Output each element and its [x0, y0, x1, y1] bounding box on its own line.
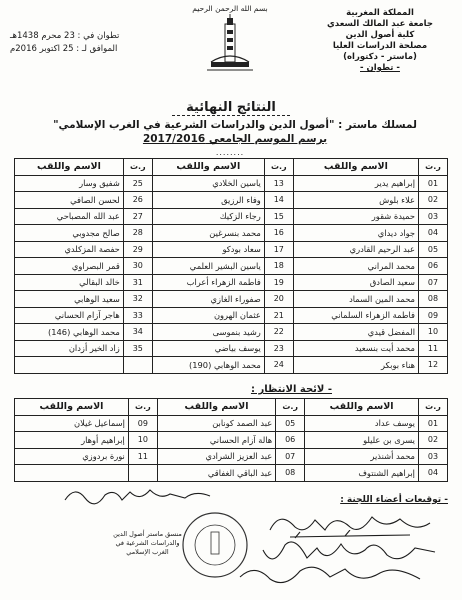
title-dots: ........ [215, 148, 245, 157]
table-row [15, 225, 448, 242]
header-line: المملكة المغربية [346, 8, 414, 18]
table-row [15, 307, 448, 324]
col-header-name: الاسم واللقب [152, 159, 264, 176]
row-number: 13 [264, 175, 293, 192]
student-name: عبد الباقي الغفاقي [157, 465, 275, 482]
row-number: 30 [123, 258, 152, 275]
row-number: 32 [123, 291, 152, 308]
student-name: خالد البقالي [15, 274, 124, 291]
row-number: 21 [264, 307, 293, 324]
student-name: محمد المين السماد [293, 291, 418, 308]
student-name: هاجر آزام الحساني [15, 307, 124, 324]
table-row [15, 241, 448, 258]
student-name [15, 357, 124, 374]
col-header-num: ر.ت [264, 159, 293, 176]
student-name: حميدة شقور [293, 208, 418, 225]
student-name: سعيد الوهابي [15, 291, 124, 308]
student-name: لحسن الصافي [15, 192, 124, 209]
row-number: 11 [128, 448, 157, 465]
header-line: مصلحة الدراسات العليا [332, 41, 428, 51]
date-line: الموافق لـ : 25 اكتوبر 2016م [10, 44, 118, 54]
table-row [15, 448, 448, 465]
header-line: (ماستر - دكتوراه) [343, 52, 417, 62]
student-name: رشيد بنموسى [152, 324, 264, 341]
table-row [15, 432, 448, 449]
stamp-line: الغرب الإسلامي [126, 548, 169, 556]
row-number: 20 [264, 291, 293, 308]
stamp-line: والدراسات الشرعية في [115, 539, 180, 547]
student-name: محمد أشنذير [305, 448, 419, 465]
row-number: 35 [123, 340, 152, 357]
season-title: برسم الموسم الجامعي 2017/2016 [142, 133, 328, 145]
student-name: محمد بنسرغين [152, 225, 264, 242]
table-row [15, 274, 448, 291]
page-title [0, 100, 462, 115]
student-name: عبد الصمد كونابن [157, 415, 275, 432]
student-name: جواد ديداي [293, 225, 418, 242]
row-number: 26 [123, 192, 152, 209]
row-number: 02 [419, 192, 448, 209]
student-name: نورة بردوزي [15, 448, 129, 465]
row-number: 23 [264, 340, 293, 357]
student-name: صالح مجدوبي [15, 225, 124, 242]
student-name: شفيق وسار [15, 175, 124, 192]
table-row [15, 415, 448, 432]
student-name: علاء بلوش [293, 192, 418, 209]
row-number: 02 [419, 432, 448, 449]
student-name: المفضل قيدي [293, 324, 418, 341]
row-number: 04 [419, 225, 448, 242]
student-name: عبد الله المصباحي [15, 208, 124, 225]
row-number: 08 [419, 291, 448, 308]
row-number: 03 [419, 448, 448, 465]
student-name: إبراهيم الشنتوف [305, 465, 419, 482]
row-number: 25 [123, 175, 152, 192]
col-header-name: الاسم واللقب [157, 399, 275, 416]
header-line: كلية أصول الدين [345, 30, 415, 40]
col-header-name: الاسم واللقب [305, 399, 419, 416]
row-number [123, 357, 152, 374]
student-name: وفاء الرزيق [152, 192, 264, 209]
program-title: لمسلك ماستر : "أصول الدين والدراسات الشرعية في الغرب الإسلامي" [53, 119, 417, 131]
student-name: فاطمة الزهراء السلماني [293, 307, 418, 324]
col-header-name: الاسم واللقب [15, 159, 124, 176]
table-row [15, 258, 448, 275]
row-number: 34 [123, 324, 152, 341]
student-name: سعيد الصادق [293, 274, 418, 291]
row-number: 01 [419, 175, 448, 192]
row-number: 08 [276, 465, 305, 482]
student-name: يوسف عداد [305, 415, 419, 432]
row-number: 07 [419, 274, 448, 291]
row-number: 09 [128, 415, 157, 432]
signature-scribble [60, 480, 220, 510]
student-name: إسماعيل غيلان [15, 415, 129, 432]
waiting-header-row [15, 399, 448, 416]
student-name: حفصة المزكلدي [15, 241, 124, 258]
student-name: ياسين الخلادي [152, 175, 264, 192]
row-number: 28 [123, 225, 152, 242]
signature-scribble [230, 555, 430, 595]
row-number: 29 [123, 241, 152, 258]
col-header-num: ر.ت [123, 159, 152, 176]
date-line: تطوان في : 23 محرم 1438هـ [10, 31, 120, 41]
student-name: عبد العزيز الشرادي [157, 448, 275, 465]
stamp-line: منسق ماستر أصول الدين [113, 530, 182, 538]
table-row [15, 324, 448, 341]
table-row [15, 357, 448, 374]
student-name: محمد الوهابي (190) [152, 357, 264, 374]
results-table [14, 158, 448, 374]
student-name: محمد أيت بنسعيد [293, 340, 418, 357]
row-number: 12 [419, 357, 448, 374]
row-number: 10 [419, 324, 448, 341]
row-number: 04 [419, 465, 448, 482]
student-name: ياسين البشير العلمي [152, 258, 264, 275]
signatures-heading: - توقيعات أعضاء اللجنة : [340, 495, 448, 505]
col-header-num: ر.ت [419, 399, 448, 416]
student-name: سعاد بودكو [152, 241, 264, 258]
row-number: 33 [123, 307, 152, 324]
row-number: 17 [264, 241, 293, 258]
student-name: قمر البصراوي [15, 258, 124, 275]
student-name: محمد المراني [293, 258, 418, 275]
basmala: بسم الله الرحمن الرحيم [192, 4, 268, 13]
student-name: يسرى بن عليلو [305, 432, 419, 449]
row-number: 10 [128, 432, 157, 449]
col-header-name: الاسم واللقب [293, 159, 418, 176]
table-row [15, 465, 448, 482]
col-header-name: الاسم واللقب [15, 399, 129, 416]
coordinator-stamp [110, 530, 185, 557]
row-number: 18 [264, 258, 293, 275]
student-name: فاطمة الزهراء أعراب [152, 274, 264, 291]
table-row [15, 192, 448, 209]
institution-header [310, 8, 450, 74]
row-number: 31 [123, 274, 152, 291]
row-number: 11 [419, 340, 448, 357]
table-row [15, 208, 448, 225]
student-name: عبد الرحيم القادري [293, 241, 418, 258]
student-name: هالة آزام الحساني [157, 432, 275, 449]
row-number: 06 [419, 258, 448, 275]
row-number: 27 [123, 208, 152, 225]
waiting-list-heading: - لائحة الانتظار : [250, 384, 332, 395]
page-title-text: النتائج النهائية [172, 100, 290, 116]
row-number: 05 [276, 415, 305, 432]
official-stamp-icon [180, 510, 250, 580]
row-number: 15 [264, 208, 293, 225]
student-name: إبراهيم يدير [293, 175, 418, 192]
row-number: 03 [419, 208, 448, 225]
student-name: محمد الوهابي (146) [15, 324, 124, 341]
student-name: هناء بوبكر [293, 357, 418, 374]
university-logo-icon [205, 14, 255, 74]
row-number: 05 [419, 241, 448, 258]
table-row [15, 340, 448, 357]
row-number: 19 [264, 274, 293, 291]
student-name: يوسف بياضي [152, 340, 264, 357]
student-name [15, 465, 129, 482]
results-header-row [15, 159, 448, 176]
waiting-table [14, 398, 448, 482]
student-name: رجاء الزكيك [152, 208, 264, 225]
row-number: 01 [419, 415, 448, 432]
row-number: 06 [276, 432, 305, 449]
col-header-num: ر.ت [419, 159, 448, 176]
table-row [15, 175, 448, 192]
row-number: 09 [419, 307, 448, 324]
student-name: إبراهيم أوهار [15, 432, 129, 449]
row-number: 07 [276, 448, 305, 465]
row-number [128, 465, 157, 482]
date-block [10, 30, 140, 56]
row-number: 14 [264, 192, 293, 209]
student-name: صفوراء الغازي [152, 291, 264, 308]
col-header-num: ر.ت [128, 399, 157, 416]
row-number: 22 [264, 324, 293, 341]
row-number: 24 [264, 357, 293, 374]
header-line: جامعة عبد المالك السعدي [327, 19, 433, 29]
table-row [15, 291, 448, 308]
student-name: عثمان الهرون [152, 307, 264, 324]
student-name: زاد الخير أزدان [15, 340, 124, 357]
header-line: - تطوان - [360, 63, 400, 73]
row-number: 16 [264, 225, 293, 242]
col-header-num: ر.ت [276, 399, 305, 416]
